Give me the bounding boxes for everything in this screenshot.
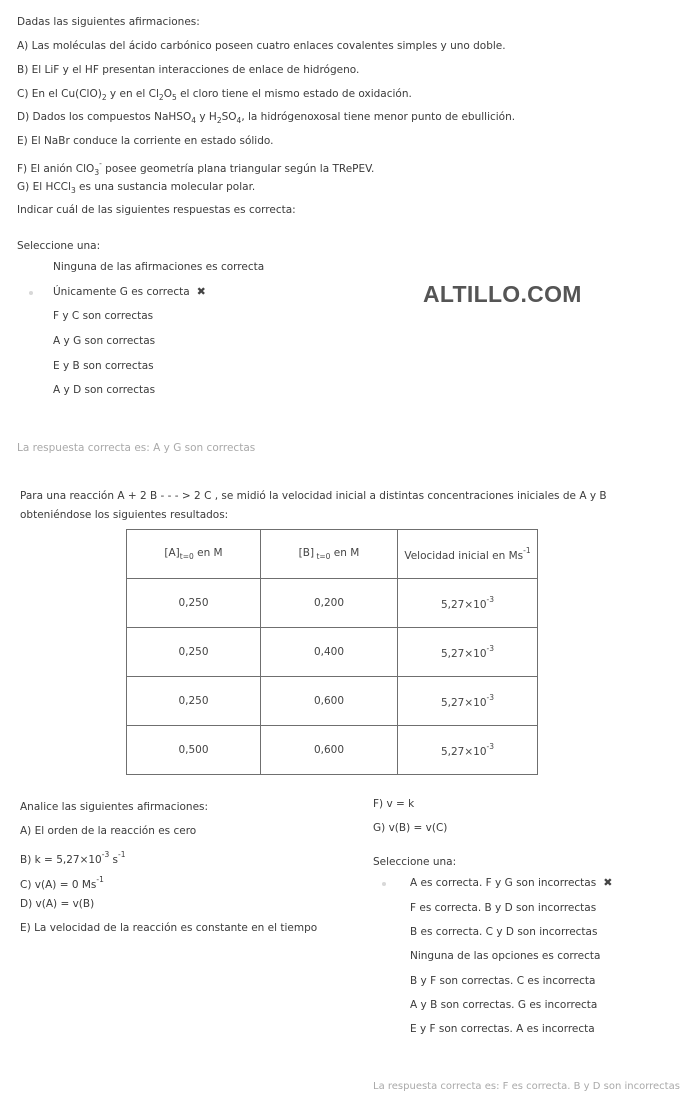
q2-statement-f: F) v = k <box>373 798 415 810</box>
q1-intro: Dadas las siguientes afirmaciones: <box>17 16 200 28</box>
q1-statement-c: C) En el $Cu(ClO)_2$ y en el $Cl_2O_5$ el cloro tiene el mismo estado de oxidación. <box>17 88 412 102</box>
q2-statement-a: A) El orden de la reacción es cero <box>20 825 197 837</box>
q2-statement-c: C) v(A) = 0 $Ms^{-1}$ <box>20 875 104 891</box>
q2-option-4[interactable]: B y F son correctas. C es incorrecta <box>410 975 596 987</box>
incorrect-cross-icon: ✖ <box>603 876 613 889</box>
q2-feedback: La respuesta correcta es: F es correcta. B y D son incorrectas <box>373 1081 680 1092</box>
q1-option-5[interactable]: A y D son correctas <box>53 384 156 396</box>
table-row <box>127 628 538 677</box>
q2-option-0-radio[interactable] <box>382 882 386 886</box>
incorrect-cross-icon: ✖ <box>196 285 206 298</box>
table-row <box>127 726 538 775</box>
table-row <box>127 677 538 726</box>
q2-intro-line1: Para una reacción A + 2 B - - - > 2 C , se midió la velocidad inicial a distintas concentraciones iniciales de A y B <box>20 490 607 502</box>
q1-select-label: Seleccione una: <box>17 240 101 252</box>
table-row <box>127 579 538 628</box>
q1-feedback: La respuesta correcta es: A y G son correctas <box>17 442 256 454</box>
q2-statement-e: E) La velocidad de la reacción es constante en el tiempo <box>20 922 318 934</box>
cell-a: 0,500 <box>127 726 261 775</box>
q1-ask: Indicar cuál de las siguientes respuestas es correcta: <box>17 204 296 216</box>
header-velocity: Velocidad inicial en $Ms^{-1}$ <box>398 530 538 579</box>
q1-option-0[interactable]: Ninguna de las afirmaciones es correcta <box>53 261 265 273</box>
q1-option-1[interactable]: Únicamente G es correcta ✖ <box>53 285 206 298</box>
q2-option-2[interactable]: B es correcta. C y D son incorrectas <box>410 926 598 938</box>
cell-b: 0,600 <box>261 677 398 726</box>
cell-b: 0,200 <box>261 579 398 628</box>
q1-option-3[interactable]: A y G son correctas <box>53 335 156 347</box>
cell-b: 0,400 <box>261 628 398 677</box>
header-b: [B] $_{t=0}$ en M <box>261 530 398 579</box>
q1-option-4[interactable]: E y B son correctas <box>53 360 154 372</box>
watermark-logo: ALTILLO.COM <box>423 281 582 307</box>
q2-statement-b: B) $k = 5,27\times 10^{-3}$ $s^{-1}$ <box>20 850 126 866</box>
q1-option-1-radio[interactable] <box>29 291 33 295</box>
q2-option-1[interactable]: F es correcta. B y D son incorrectas <box>410 902 597 914</box>
q2-analyze: Analice las siguientes afirmaciones: <box>20 801 209 813</box>
cell-a: 0,250 <box>127 579 261 628</box>
kinetics-table <box>126 529 538 775</box>
cell-velocity: $5,27\times 10^{-3}$ <box>398 726 538 775</box>
q1-statement-e: E) El NaBr conduce la corriente en estado sólido. <box>17 135 274 147</box>
q1-statement-g: G) El HCCl$_3$ es una sustancia molecular polar. <box>17 181 256 195</box>
q2-select-label: Seleccione una: <box>373 856 457 868</box>
table-header-row <box>127 530 538 579</box>
q1-statement-f: F) El anión ClO$_3$- posee geometría plana triangular según la TRePEV. <box>17 159 375 177</box>
q2-option-5[interactable]: A y B son correctas. G es incorrecta <box>410 999 598 1011</box>
q2-statement-g: G) v(B) = v(C) <box>373 822 448 834</box>
q2-option-3[interactable]: Ninguna de las opciones es correcta <box>410 950 601 962</box>
q2-intro-line2: obteniéndose los siguientes resultados: <box>20 509 229 521</box>
header-a: $[A]_{t=0}$ en M <box>127 530 261 579</box>
cell-b: 0,600 <box>261 726 398 775</box>
cell-velocity: $5,27\times 10^{-3}$ <box>398 628 538 677</box>
cell-a: 0,250 <box>127 628 261 677</box>
q2-statement-d: D) v(A) = v(B) <box>20 898 95 910</box>
q2-option-6[interactable]: E y F son correctas. A es incorrecta <box>410 1023 595 1035</box>
q1-statement-b: B) El LiF y el HF presentan interacciones de enlace de hidrógeno. <box>17 64 360 76</box>
q1-statement-a: A) Las moléculas del ácido carbónico poseen cuatro enlaces covalentes simples y uno doble. <box>17 40 506 52</box>
q1-option-2[interactable]: F y C son correctas <box>53 310 154 322</box>
cell-velocity: $5,27\times 10^{-3}$ <box>398 677 538 726</box>
q2-option-0[interactable]: A es correcta. F y G son incorrectas ✖ <box>410 876 613 889</box>
cell-velocity: $5,27\times 10^{-3}$ <box>398 579 538 628</box>
q1-statement-d: D) Dados los compuestos NaHSO$_4$ y $H_2SO_4$, la hidrógenoxosal tiene menor punto de ebullición. <box>17 111 516 125</box>
cell-a: 0,250 <box>127 677 261 726</box>
